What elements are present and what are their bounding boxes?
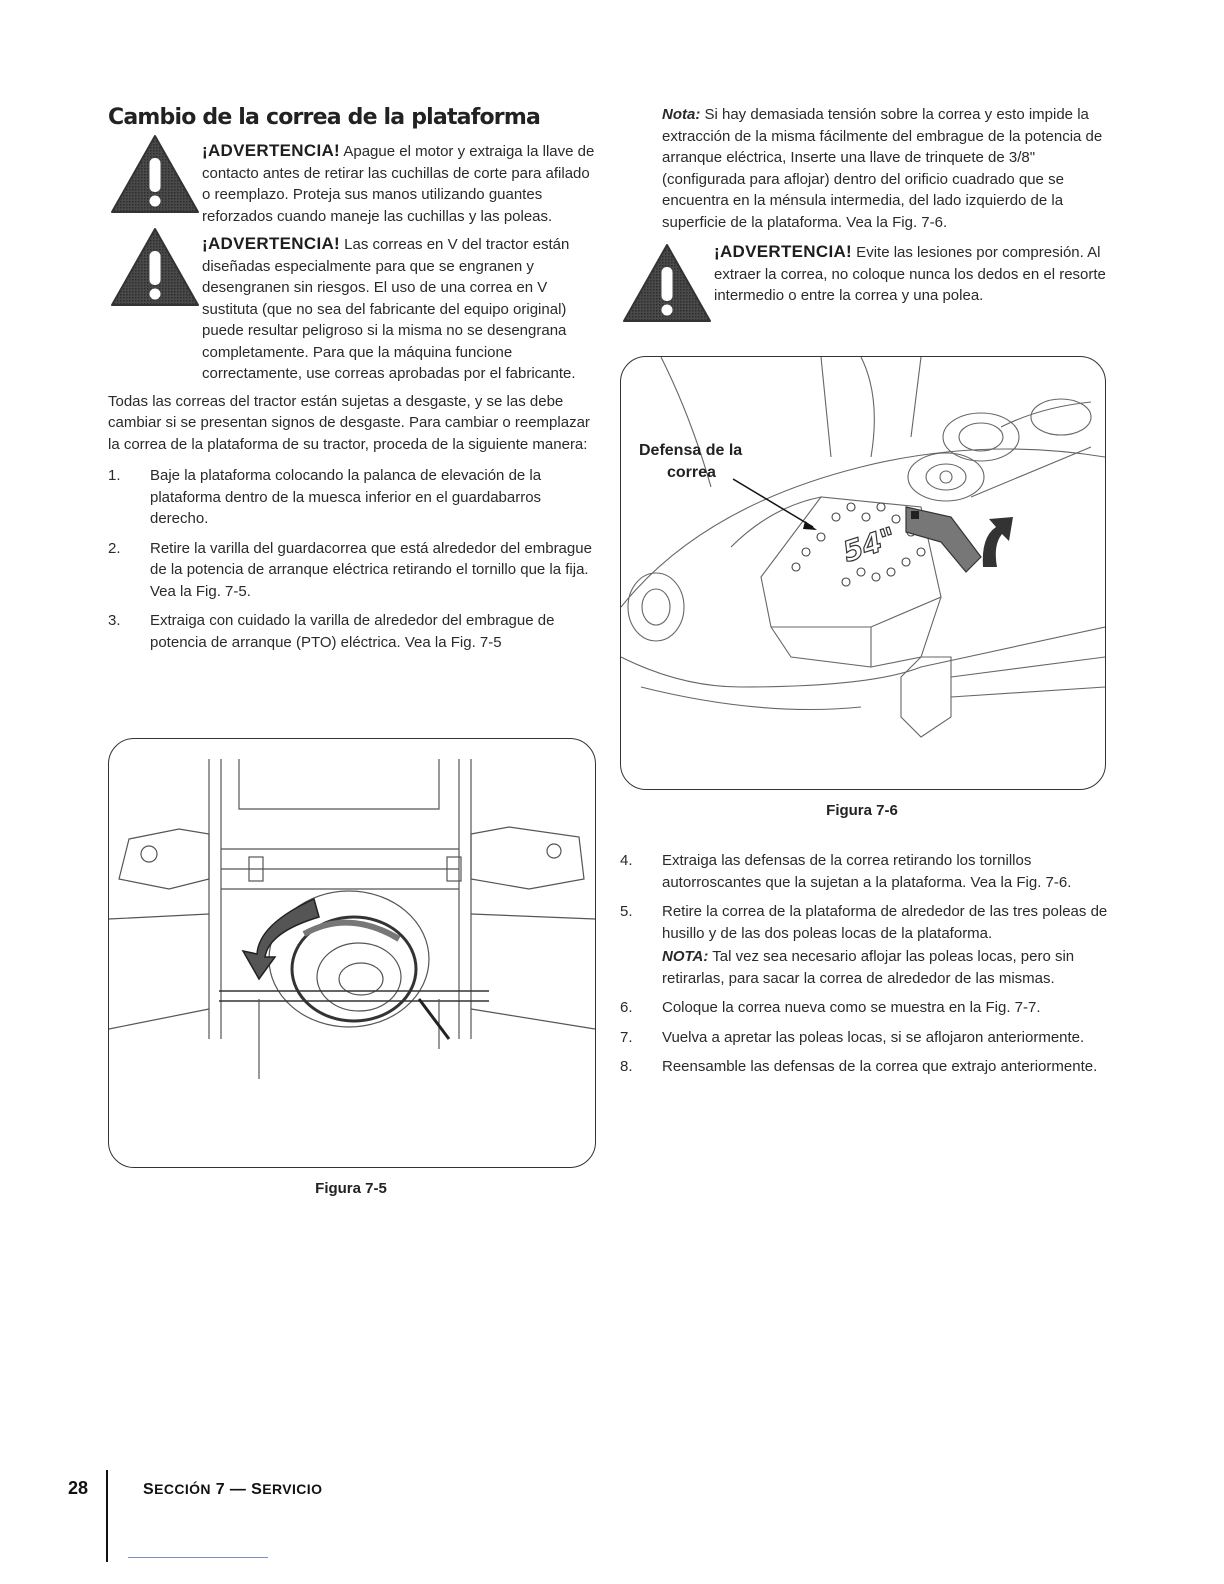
note-text: Si hay demasiada tensión sobre la correa y esto impide la extracción de la misma fácilmente del embrague de la potencia de arranque eléctrica, Inserte una llave de trinquete de 3/8" (configurada para aflojar) dentro del orificio cuadrado que se encuentra en la ménsula intermedia, del lado izquierdo de la superficie de la plataforma. Vea la Fig. 7-6. — [662, 106, 1103, 231]
steps-list-right — [620, 850, 1110, 1078]
note-paragraph — [662, 104, 1110, 233]
step-text: Retire la correa de la plataforma de alrededor de las tres poleas de husillo y de las dos poleas locas de la plataforma. — [662, 903, 1108, 942]
footer-link-line — [128, 1557, 268, 1558]
warning-heading-2: ¡ADVERTENCIA! — [202, 234, 341, 253]
step-text: Baje la plataforma colocando la palanca de elevación de la plataforma dentro de la muesca inferior en el guardabarros derecho. — [150, 467, 542, 527]
warning-body-2: Las correas en V del tractor están diseñadas especialmente para que se engranen y desengranen sin riesgos. El uso de una correa en V sustituta (que no sea del fabricante del equipo original) puede resultar peligroso si la misma no se desengrana completamente. Para que la máquina funcione correctamente, use correas aprobadas por el fabricante. — [202, 236, 576, 382]
callout-label-line1: Defensa de la — [639, 442, 743, 459]
figure-7-5-caption: Figura 7-5 — [315, 1180, 387, 1197]
list-item — [108, 610, 596, 653]
figure-7-6-caption: Figura 7-6 — [826, 802, 898, 819]
nota-lead: NOTA: — [662, 948, 709, 965]
step-number: 8. — [620, 1058, 633, 1075]
page-number: 28 — [68, 1478, 89, 1498]
figure-7-6-frame — [620, 356, 1106, 790]
warning-text-3 — [714, 241, 1110, 307]
right-column — [620, 104, 1110, 331]
step-text: Extraiga con cuidado la varilla de alrededor del embrague de potencia de arranque (PTO) eléctrica. Vea la Fig. 7-5 — [150, 612, 555, 651]
callout-label-line2: correa — [667, 464, 716, 481]
warning-text-1 — [202, 140, 596, 227]
note-lead: Nota: — [662, 106, 701, 123]
list-item — [620, 901, 1110, 944]
step-number: 7. — [620, 1028, 633, 1046]
warning-body-1: Apague el motor y extraiga la llave de contacto antes de retirar las cuchillas de corte para afilado o reemplazo. Proteja sus manos utilizando guantes reforzados cuando maneje las cuchillas y las poleas. — [202, 143, 595, 225]
deck-size-label: 54" — [838, 520, 901, 569]
warning-heading-3: ¡ADVERTENCIA! — [714, 242, 853, 261]
step-number: 6. — [620, 999, 633, 1016]
pto-clutch-illustration — [109, 739, 595, 1167]
warning-triangle-icon — [620, 241, 714, 325]
warning-triangle-icon — [108, 225, 202, 309]
list-item — [620, 997, 1110, 1019]
footer-section-label: SECCIÓN 7 — SERVICIO — [143, 1481, 323, 1498]
warning-text-2 — [202, 233, 596, 385]
warning-block-3 — [620, 241, 1110, 325]
warning-triangle-icon — [108, 132, 202, 216]
intro-paragraph: Todas las correas del tractor están sujetas a desgaste, y se las debe cambiar si se presentan signos de desgaste. Para cambiar o reemplazar la correa de la plataforma de su tractor, proceda de la siguiente manera: — [108, 392, 590, 453]
step-text: Vuelva a apretar las poleas locas, si se aflojaron anteriormente. — [662, 1028, 1085, 1046]
steps-list-left — [108, 465, 596, 653]
list-item — [620, 1056, 1110, 1078]
step-number: 3. — [108, 612, 121, 629]
step-text: Coloque la correa nueva como se muestra en la Fig. 7-7. — [662, 999, 1041, 1016]
list-item — [108, 465, 596, 530]
list-item — [108, 538, 596, 603]
figure-7-5-frame — [108, 738, 596, 1168]
warning-body-3: Evite las lesiones por compresión. Al extraer la correa, no coloque nunca los dedos en el resorte intermedio o entre la correa y una polea. — [714, 244, 1106, 304]
step-number: 4. — [620, 852, 633, 869]
steps-column-right — [620, 850, 1110, 1086]
step-number: 5. — [620, 903, 633, 920]
warning-heading-1: ¡ADVERTENCIA! — [202, 141, 341, 160]
warning-block-2 — [108, 233, 596, 385]
list-item-note — [620, 946, 1110, 989]
step-text: Extraiga las defensas de la correa retirando los tornillos autorroscantes que la sujetan a la plataforma. Vea la Fig. 7-6. — [662, 852, 1072, 891]
left-column — [108, 104, 596, 661]
step-text: Reensamble las defensas de la correa que extrajo anteriormente. — [662, 1058, 1098, 1075]
step-number: 1. — [108, 467, 121, 484]
step-text: Retire la varilla del guardacorrea que está alrededor del embrague de la potencia de arranque eléctrica retirando el tornillo que la fija. Vea la Fig. 7-5. — [150, 539, 592, 600]
section-title: Cambio de la correa de la plataforma — [108, 105, 541, 130]
deck-belt-guard-illustration — [621, 357, 1105, 789]
nota-text: Tal vez sea necesario aflojar las poleas locas, pero sin retirarlas, para sacar la correa de alrededor de las mismas. — [662, 948, 1075, 987]
footer-divider — [106, 1470, 108, 1562]
warning-block-1 — [108, 140, 596, 227]
list-item — [620, 1027, 1110, 1049]
list-item — [620, 850, 1110, 893]
step-number: 2. — [108, 539, 121, 557]
